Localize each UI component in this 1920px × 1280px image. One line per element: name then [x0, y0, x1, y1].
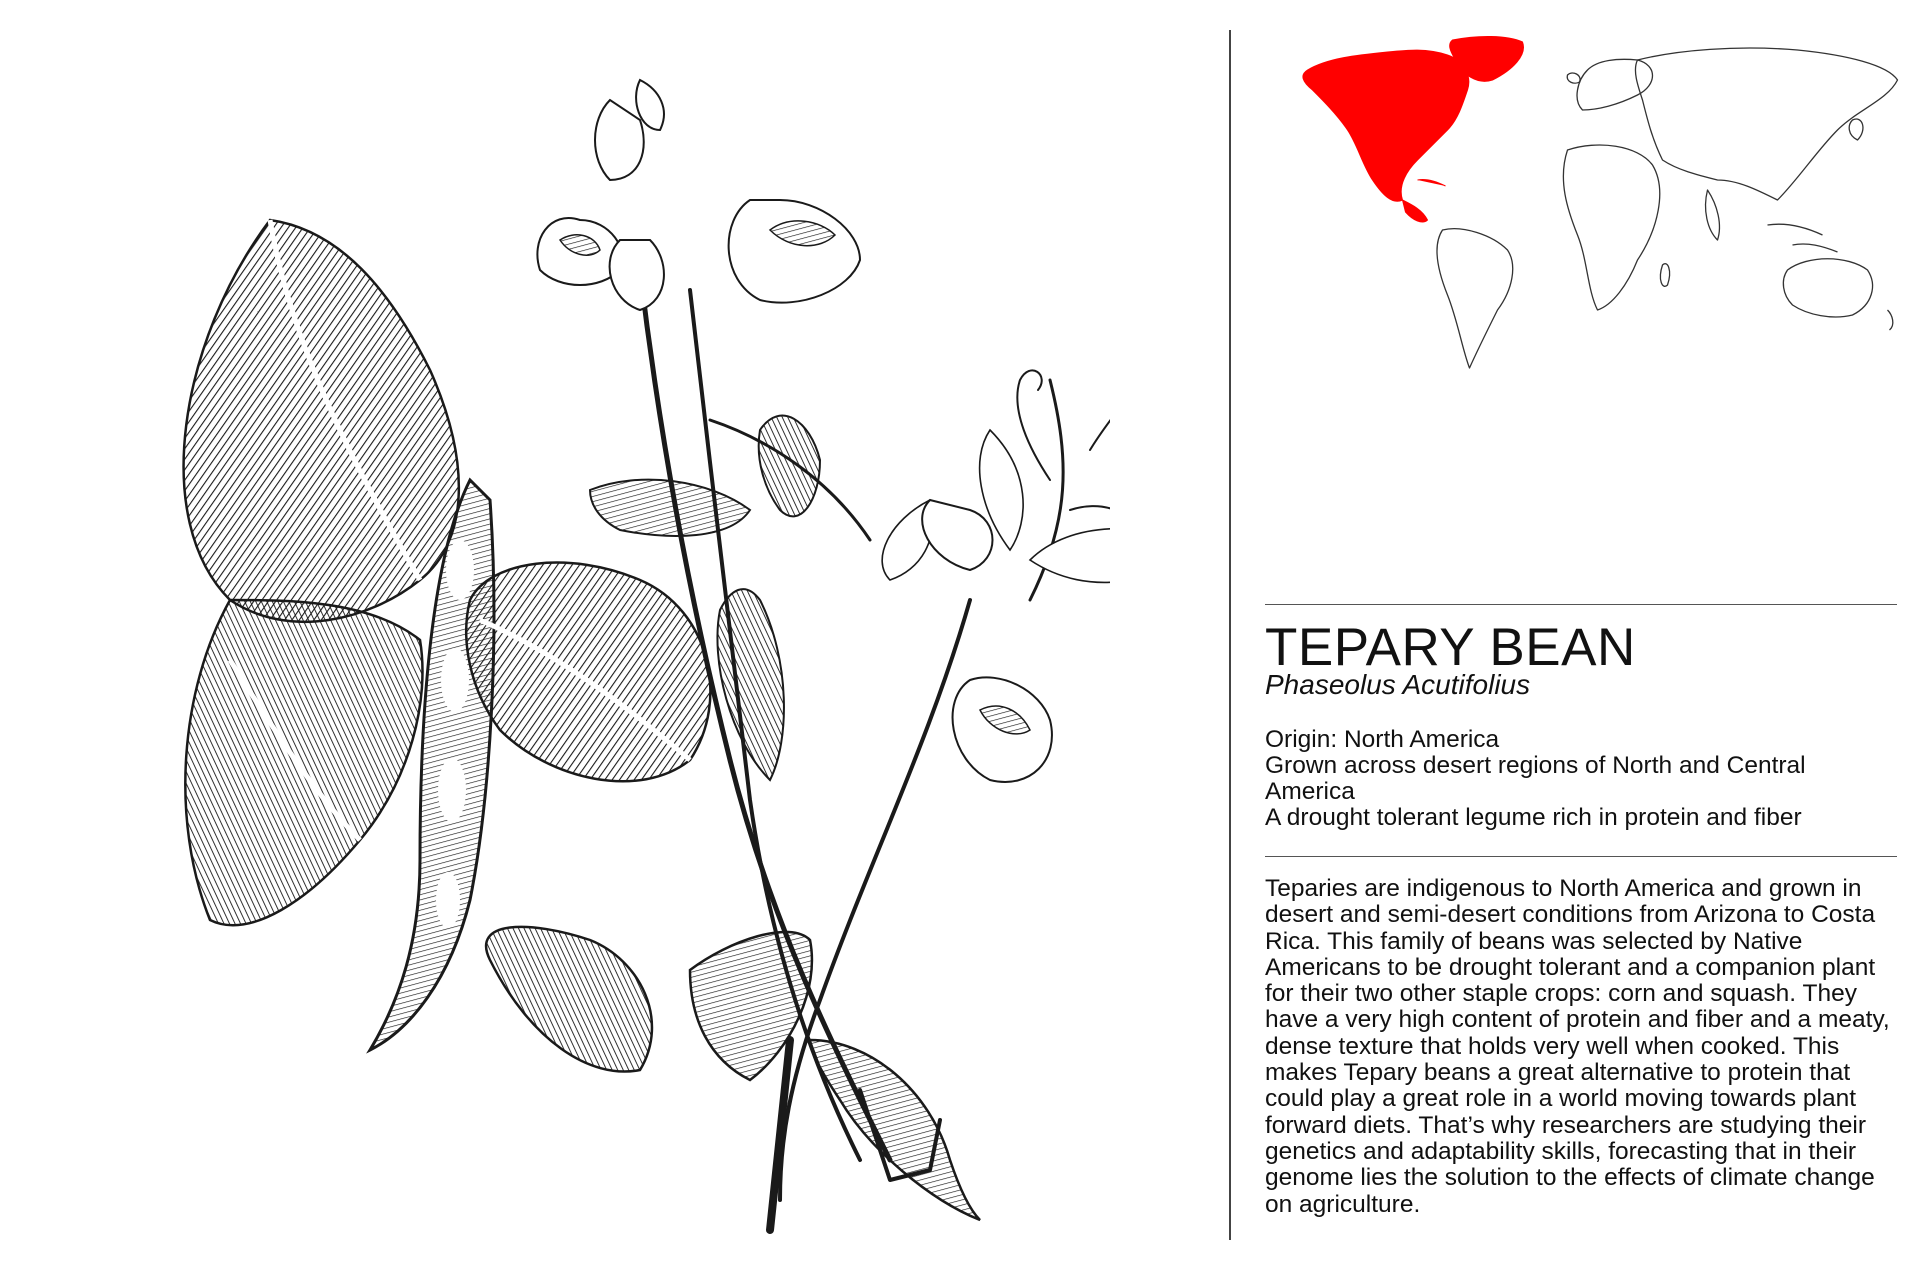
world-map-origin — [1295, 30, 1900, 370]
vertical-divider — [1229, 30, 1231, 1240]
fact-region: Grown across desert regions of North and Central America — [1265, 752, 1806, 805]
fact-traits: A drought tolerant legume rich in protein and fiber — [1265, 804, 1802, 831]
plant-facts — [1265, 727, 1897, 831]
plant-description: Teparies are indigenous to North America and grown in desert and semi-desert conditions from Arizona to Costa Rica. This family of beans was selected by Native Americans to be drought tolerant and a companion plant for their two other staple crops: corn and squash. They have a very high content of protein and fiber and a meaty, dense texture that holds very well when cooked. This makes Tepary beans a great alternative to protein that could play a great role in a world moving towards plant forward diets. That’s why researchers are studying their genetics and adaptability skills, forecasting that in their genome lies the solution to the effects of climate change on agriculture. — [1265, 875, 1890, 1218]
middle-divider — [1265, 856, 1897, 857]
plant-common-name: TEPARY BEAN — [1265, 618, 1636, 677]
botanical-engraving-icon — [170, 40, 1110, 1240]
world-outline — [1437, 48, 1897, 368]
highlight-north-america — [1303, 36, 1524, 222]
world-map-icon — [1295, 30, 1900, 370]
fact-origin: Origin: North America — [1265, 726, 1500, 753]
plant-scientific-name: Phaseolus Acutifolius — [1265, 669, 1531, 700]
top-divider — [1265, 604, 1897, 605]
tepary-bean-illustration — [170, 40, 1110, 1240]
